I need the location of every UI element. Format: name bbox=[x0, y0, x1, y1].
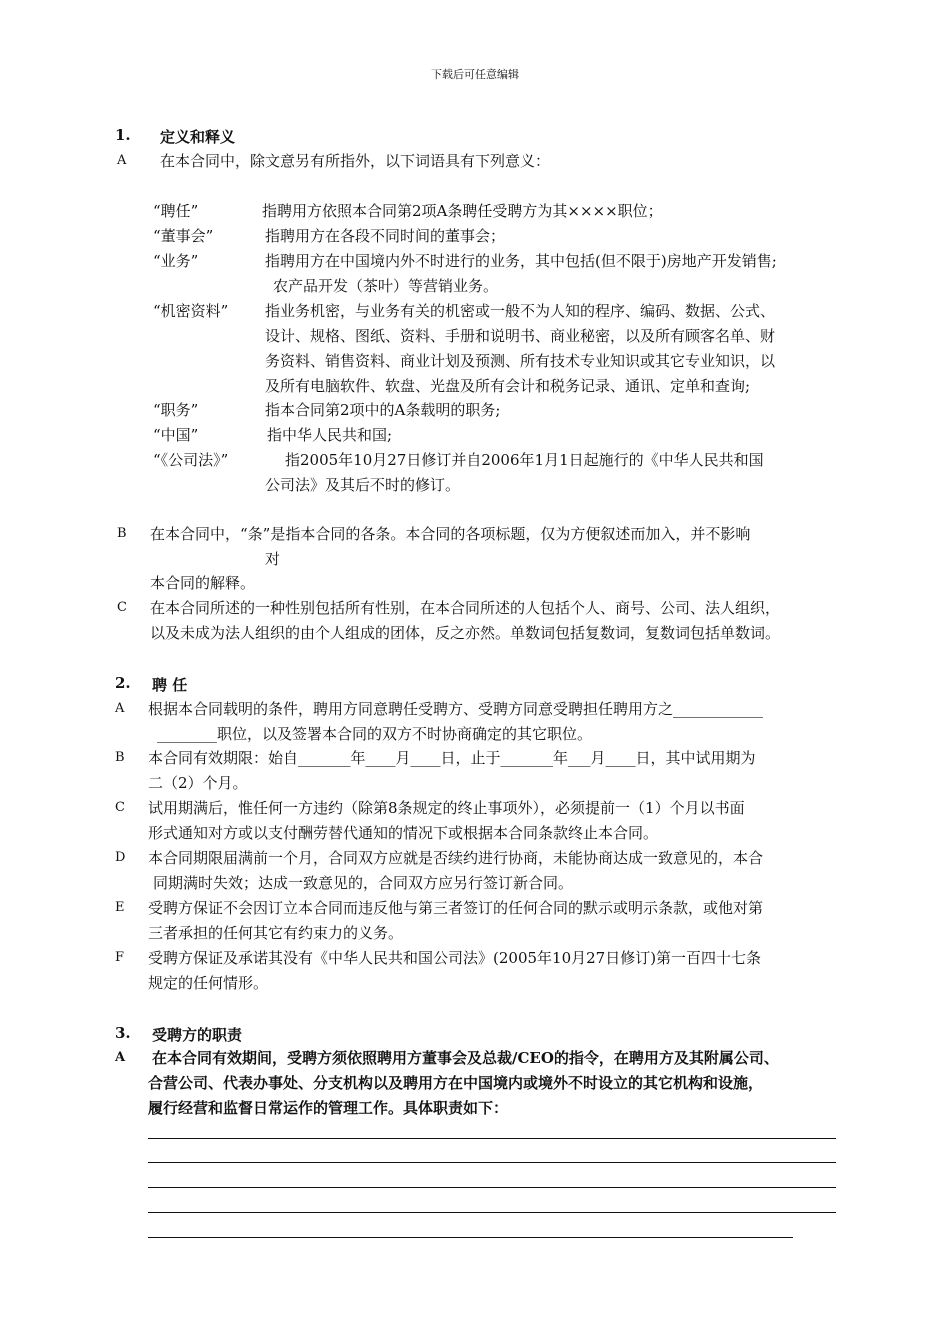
s1-c-marker: C bbox=[117, 600, 127, 615]
def-text-china: 指中华人民共和国; bbox=[267, 426, 393, 444]
section-3-title: 受聘方的职责 bbox=[152, 1026, 243, 1044]
page-header: 下载后可任意编辑 bbox=[431, 68, 519, 81]
def-term-china: “中国” bbox=[153, 426, 199, 444]
s1-a-text: 在本合同中，除文意另有所指外，以下词语具有下列意义： bbox=[160, 152, 551, 170]
section-1-title: 定义和释义 bbox=[160, 128, 236, 146]
s2-d-line-1: 本合同期限届满前一个月，合同双方应就是否续约进行协商，未能协商达成一致意见的，本合 bbox=[148, 849, 764, 867]
s2-c-line-2: 形式通知对方或以支付酬劳替代通知的情况下或根据本合同条款终止本合同。 bbox=[148, 824, 659, 842]
def-text-board: 指聘用方在各段不同时间的董事会； bbox=[265, 227, 506, 245]
def-text-confidential-4: 及所有电脑软件、软盘、光盘及所有会计和税务记录、通讯、定单和查询; bbox=[265, 377, 751, 395]
def-text-pinren: 指聘用方依照本合同第2项A条聘任受聘方为其××××职位； bbox=[262, 202, 663, 220]
def-term-business: “业务” bbox=[153, 252, 199, 270]
def-text-confidential-1: 指业务机密，与业务有关的机密或一般不为人知的程序、编码、数据、公式、 bbox=[265, 302, 776, 320]
section-1-number: 1. bbox=[115, 126, 131, 144]
def-text-business-1: 指聘用方在中国境内外不时进行的业务，其中包括(但不限于)房地产开发销售; bbox=[265, 252, 777, 270]
s1-c-line-2: 以及未成为法人组织的由个人组成的团体，反之亦然。单数词包括复数词，复数词包括单数词。 bbox=[150, 624, 781, 642]
s2-c-line-1: 试用期满后，惟任何一方违约（除第8条规定的终止事项外），必须提前一（1）个月以书面 bbox=[148, 799, 745, 817]
blank-line-5 bbox=[148, 1237, 793, 1238]
section-2-title: 聘 任 bbox=[152, 676, 188, 694]
s2-d-line-2: 同期满时失效；达成一致意见的，合同双方应另行签订新合同。 bbox=[153, 874, 574, 892]
s1-b-marker: B bbox=[117, 526, 127, 541]
blank-line-4 bbox=[148, 1212, 836, 1213]
section-3-number: 3. bbox=[115, 1024, 131, 1042]
def-text-confidential-2: 设计、规格、图纸、资料、手册和说明书、商业秘密，以及所有顾客名单、财 bbox=[265, 327, 776, 345]
def-term-board: “董事会” bbox=[153, 227, 214, 245]
blank-line-3 bbox=[148, 1187, 836, 1188]
s1-b-line-3: 本合同的解释。 bbox=[150, 574, 256, 592]
s2-b-line-2: 二（2）个月。 bbox=[148, 774, 248, 792]
def-text-company-law-2: 公司法》及其后不时的修订。 bbox=[265, 476, 461, 494]
s2-a-marker: A bbox=[115, 701, 125, 716]
s1-b-line-1: 在本合同中，“条”是指本合同的各条。本合同的各项标题，仅为方便叙述而加入，并不影响 bbox=[150, 525, 751, 543]
s3-a-line-2: 合营公司、代表办事处、分支机构以及聘用方在中国境内或境外不时设立的其它机构和设施， bbox=[148, 1074, 764, 1092]
s2-a-line-1: 根据本合同载明的条件，聘用方同意聘任受聘方、受聘方同意受聘担任聘用方之____________ bbox=[148, 700, 764, 718]
s3-a-line-3: 履行经营和监督日常运作的管理工作。具体职责如下： bbox=[148, 1099, 509, 1117]
s2-e-line-1: 受聘方保证不会因订立本合同而违反他与第三者签订的任何合同的默示或明示条款，或他对第 bbox=[148, 899, 764, 917]
def-term-company-law: “《公司法》” bbox=[153, 451, 229, 469]
s1-a-marker: A bbox=[117, 153, 127, 168]
s2-f-line-1: 受聘方保证及承诺其没有《中华人民共和国公司法》(2005年10月27日修订)第一百四十七条 bbox=[148, 949, 762, 967]
s2-d-marker: D bbox=[115, 850, 126, 865]
s2-c-marker: C bbox=[115, 800, 125, 815]
s2-e-line-2: 三者承担的任何其它有约束力的义务。 bbox=[148, 924, 404, 942]
def-text-business-2: 农产品开发（茶叶）等营销业务。 bbox=[273, 277, 499, 295]
s2-b-marker: B bbox=[115, 750, 125, 765]
def-text-position: 指本合同第2项中的A条载明的职务; bbox=[265, 401, 501, 419]
def-text-company-law-1: 指2005年10月27日修订并自2006年1月1日起施行的《中华人民共和国 bbox=[285, 451, 764, 469]
s2-b-line-1: 本合同有效期限：始自_______年____月____日，止于_______年___月____日，其中试用期为 bbox=[148, 749, 756, 767]
s3-a-line-1: 在本合同有效期间，受聘方须依照聘用方董事会及总裁/CEO的指令，在聘用方及其附属公司、 bbox=[152, 1049, 779, 1067]
s2-f-line-2: 规定的任何情形。 bbox=[148, 974, 269, 992]
s3-a-marker: A bbox=[115, 1050, 126, 1065]
s2-e-marker: E bbox=[115, 900, 125, 915]
def-term-confidential: “机密资料” bbox=[153, 302, 229, 320]
blank-line-2 bbox=[148, 1162, 836, 1163]
section-2-number: 2. bbox=[115, 674, 131, 692]
s1-c-line-1: 在本合同所述的一种性别包括所有性别，在本合同所述的人包括个人、商号、公司、法人组织， bbox=[150, 599, 781, 617]
s1-b-line-2: 对 bbox=[265, 550, 281, 568]
def-text-confidential-3: 务资料、销售资料、商业计划及预测、所有技术专业知识或其它专业知识，以 bbox=[265, 352, 776, 370]
def-term-position: “职务” bbox=[153, 401, 199, 419]
s2-a-line-2: ________职位，以及签署本合同的双方不时协商确定的其它职位。 bbox=[157, 725, 593, 743]
def-term-pinren: “聘任” bbox=[153, 202, 199, 220]
blank-line-1 bbox=[148, 1138, 836, 1139]
s2-f-marker: F bbox=[115, 950, 125, 965]
